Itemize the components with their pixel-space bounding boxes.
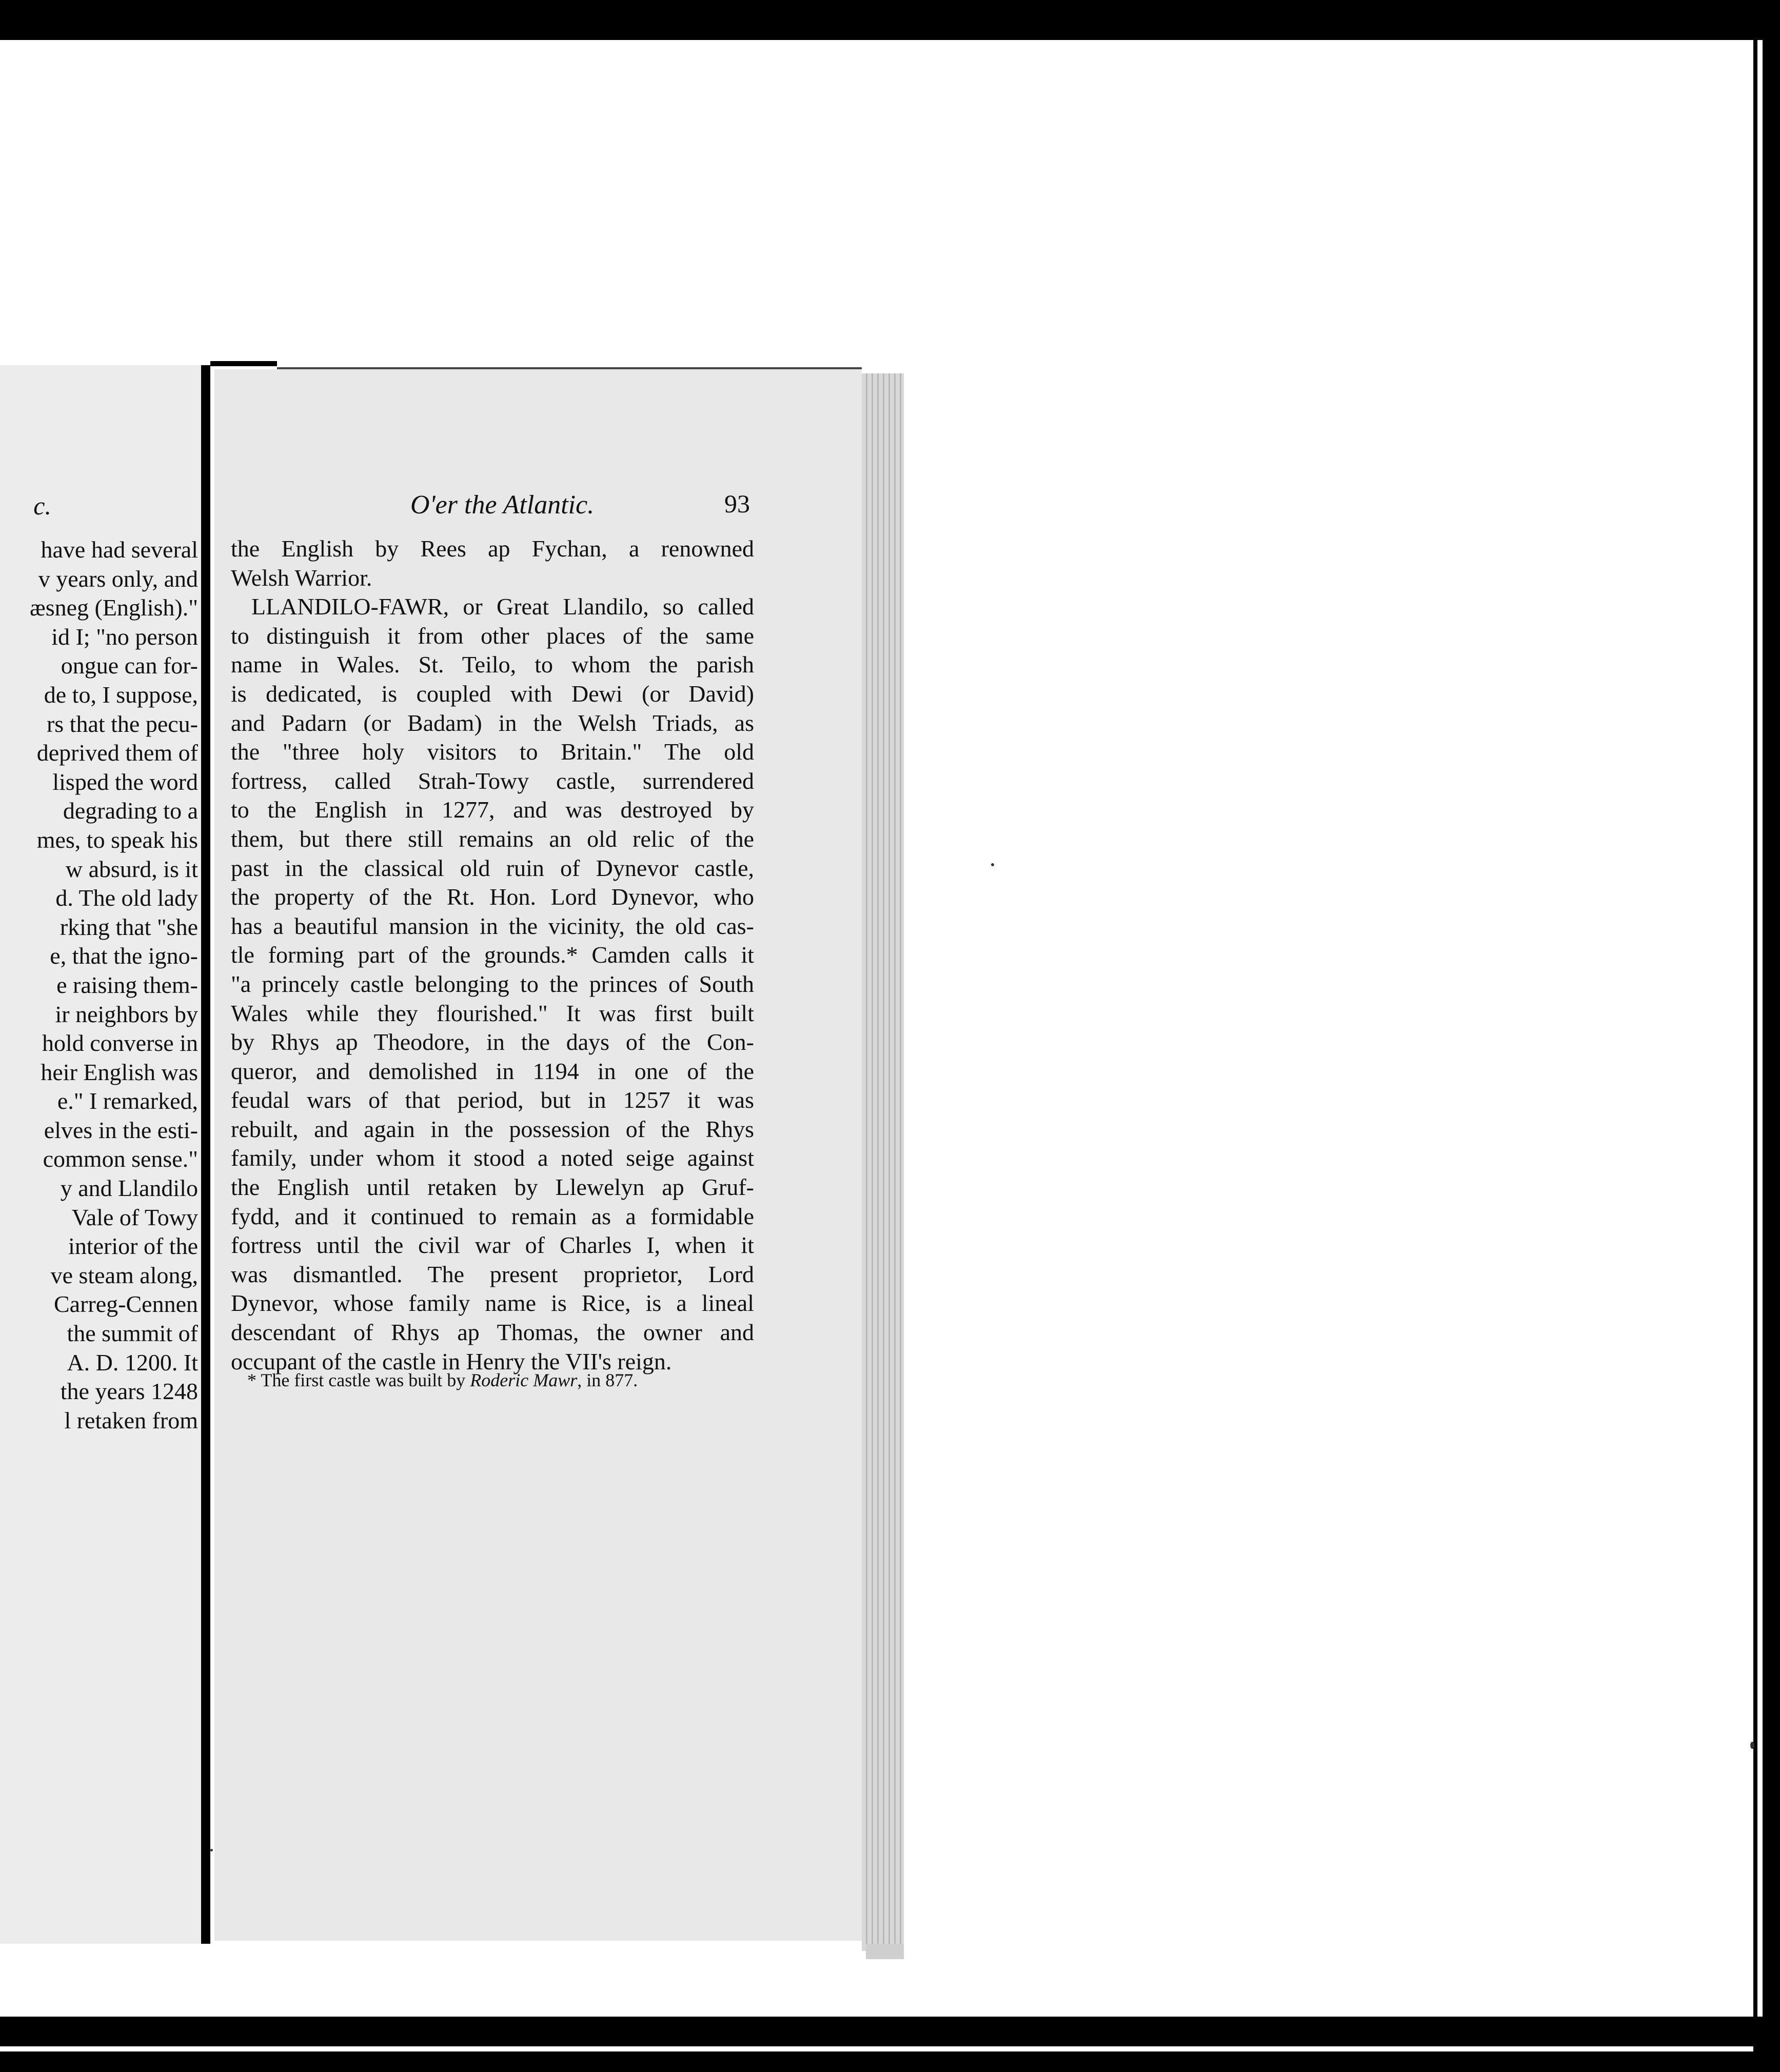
left-text-line: rking that "she — [60, 913, 198, 940]
text-line: and Padarn (or Badam) in the Welsh Triads, as — [231, 709, 754, 736]
text-line: fortress, called Strah-Towy castle, surrendered — [231, 767, 754, 794]
left-text-line: e, that the igno- — [50, 943, 198, 969]
footnote-prefix: * The first castle was built by — [247, 1370, 470, 1390]
left-text-line: elves in the esti- — [44, 1117, 198, 1143]
left-text-line: l retaken from — [64, 1407, 198, 1433]
scan-border-bottom-line — [0, 2046, 1780, 2051]
text-line: has a beautiful mansion in the vicinity, the old cas- — [231, 912, 754, 939]
text-line: past in the classical old ruin of Dynevor castle, — [231, 854, 754, 881]
text-line: was dismantled. The present proprietor, Lord — [231, 1261, 754, 1287]
left-text-line: common sense." — [43, 1146, 198, 1172]
text-line: occupant of the castle in Henry the VII's reign. — [231, 1348, 672, 1374]
left-text-line: have had several — [41, 536, 198, 563]
left-text-line: lisped the word — [52, 768, 198, 795]
scan-speck — [1750, 1742, 1754, 1749]
text-line: Wales while they flourished." It was first built — [231, 1000, 754, 1026]
left-text-line: heir English was — [41, 1059, 198, 1085]
left-text-line: A. D. 1200. It — [67, 1349, 198, 1376]
left-text-line: interior of the — [68, 1233, 198, 1260]
text-line: is dedicated, is coupled with Dewi (or David) — [231, 680, 754, 707]
scan-speck — [991, 863, 994, 866]
left-page-text — [0, 535, 198, 1435]
book-spine — [201, 365, 210, 1944]
left-text-line: mes, to speak his — [36, 826, 198, 853]
text-line: them, but there still remains an old relic of the — [231, 825, 754, 852]
scan-border-bottom — [0, 2017, 1780, 2072]
text-line: the English by Rees ap Fychan, a renowned — [231, 535, 754, 562]
page-edges — [862, 373, 904, 1951]
text-line: fortress until the civil war of Charles I, when it — [231, 1232, 754, 1259]
body-text — [231, 534, 754, 1376]
footnote — [247, 1369, 638, 1391]
text-line: family, under whom it stood a noted seige against — [231, 1145, 754, 1171]
scan-border-right-line — [1757, 40, 1763, 2017]
left-text-line: w absurd, is it — [65, 855, 198, 882]
text-line: tle forming part of the grounds.* Camden calls it — [231, 942, 754, 968]
text-line: rebuilt, and again in the possession of the Rhys — [231, 1115, 754, 1142]
left-text-line: rs that the pecu- — [46, 710, 198, 737]
text-line: to the English in 1277, and was destroyed by — [231, 796, 754, 823]
text-line: fydd, and it continued to remain as a formidable — [231, 1203, 754, 1229]
footnote-name: Roderic Mawr — [470, 1370, 578, 1390]
text-line: the property of the Rt. Hon. Lord Dynevor, who — [231, 884, 754, 910]
text-line: to distinguish it from other places of the same — [231, 622, 754, 649]
scan-border-top — [0, 0, 1780, 40]
text-line: Dynevor, whose family name is Rice, is a lineal — [231, 1290, 754, 1317]
left-text-line: Vale of Towy — [71, 1204, 198, 1230]
page-edges-shadow — [866, 1944, 904, 1959]
left-text-line: de to, I suppose, — [44, 681, 198, 708]
left-text-line: ir neighbors by — [55, 1001, 198, 1027]
text-line: the "three holy visitors to Britain." The old — [231, 739, 754, 765]
page-top-edge — [210, 361, 277, 366]
left-text-line: the years 1248 — [60, 1378, 198, 1405]
left-text-line: id I; "no person — [51, 623, 198, 650]
page-number: 93 — [724, 489, 750, 518]
left-text-line: e." I remarked, — [57, 1088, 198, 1114]
text-line: Welsh Warrior. — [231, 564, 372, 591]
text-line: "a princely castle belonging to the princes of South — [231, 970, 754, 997]
left-text-line: ongue can for- — [61, 652, 198, 679]
left-text-line: y and Llandilo — [60, 1175, 198, 1202]
footnote-suffix: , in 877. — [577, 1370, 638, 1390]
scan-speck — [210, 1849, 213, 1851]
left-text-line: hold converse in — [42, 1030, 198, 1057]
left-page-header: c. — [33, 491, 51, 520]
left-page — [0, 365, 201, 1944]
left-text-line: the summit of — [67, 1320, 198, 1347]
text-line: name in Wales. St. Teilo, to whom the parish — [231, 651, 754, 678]
text-line: queror, and demolished in 1194 in one of the — [231, 1058, 754, 1084]
spine-gap — [210, 365, 214, 1944]
left-text-line: Carreg-Cennen — [54, 1291, 198, 1318]
left-text-line: d. The old lady — [55, 885, 198, 911]
left-text-line: e raising them- — [56, 971, 198, 998]
text-line: by Rhys ap Theodore, in the days of the Con- — [231, 1029, 754, 1055]
left-text-line: æsneg (English)." — [30, 594, 198, 621]
left-text-line: ve steam along, — [50, 1262, 198, 1288]
text-line: descendant of Rhys ap Thomas, the owner and — [231, 1319, 754, 1346]
left-text-line: degrading to a — [63, 798, 198, 824]
text-line: the English until retaken by Llewelyn ap Gruf- — [231, 1174, 754, 1201]
left-text-line: deprived them of — [36, 740, 198, 766]
running-head: O'er the Atlantic. — [410, 490, 595, 520]
left-text-line: v years only, and — [38, 565, 198, 592]
text-line: feudal wars of that period, but in 1257 it was — [231, 1087, 754, 1113]
text-line: LLANDILO-FAWR, or Great Llandilo, so called — [251, 593, 754, 620]
